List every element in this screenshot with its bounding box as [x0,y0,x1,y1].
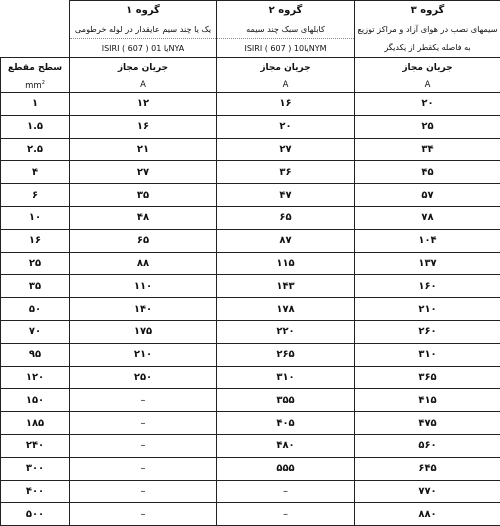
group-3-value: ۷۸ [355,206,500,229]
group-3-value: ۲۶۰ [355,320,500,343]
table-row [1,457,500,480]
table-row [1,298,500,321]
group-2-value: ۲۶۵ [217,343,355,366]
group-1-value: ۲۵۰ [70,366,217,389]
group-3-value: ۷۷۰ [355,480,500,503]
group-2-value: ۳۶ [217,161,355,184]
group-desc-row [1,20,500,39]
size-cell: ۶ [1,184,70,207]
group-2-desc: کابلهای سبک چند سیمه [217,20,355,39]
group-1-title: گروه ۱ [70,1,217,21]
size-cell: ۹۵ [1,343,70,366]
group-1-value: – [70,412,217,435]
group-1-value: ۲۷ [70,161,217,184]
group-2-value: ۱۴۳ [217,275,355,298]
group-1-desc: یک یا چند سیم عایقدار در لوله خرطومی [70,20,217,39]
size-cell: ۳۰۰ [1,457,70,480]
group-1-value: ۲۱۰ [70,343,217,366]
group-1-value: – [70,503,217,526]
size-cell: ۱۶ [1,229,70,252]
group-1-value: ۱۶ [70,115,217,138]
group-2-value: ۱۱۵ [217,252,355,275]
group-3-value: ۴۱۵ [355,389,500,412]
group-3-value: ۲۱۰ [355,298,500,321]
table-row [1,275,500,298]
group-1-value: ۱۱۰ [70,275,217,298]
group-1-value: – [70,389,217,412]
group-2-value: ۴۸۰ [217,434,355,457]
group-2-value: ۱۶ [217,93,355,116]
group-3-value: ۱۳۷ [355,252,500,275]
size-cell: ۱ [1,93,70,116]
group-2-value: ۴۷ [217,184,355,207]
group-3-value: ۴۵ [355,161,500,184]
size-cell: ۱۸۵ [1,412,70,435]
group-1-value: ۱۲ [70,93,217,116]
group-2-title: گروه ۲ [217,1,355,21]
group-3-value: ۲۰ [355,93,500,116]
size-cell: ۴ [1,161,70,184]
table-row [1,366,500,389]
table-row [1,115,500,138]
size-cell: ۱۵۰ [1,389,70,412]
cross-section-unit: $mm^2$ [1,78,70,93]
size-cell: ۷۰ [1,320,70,343]
group-1-value: ۱۷۵ [70,320,217,343]
group-1-value: – [70,457,217,480]
group-2-std: ISIRI ( 607 ) 10یاNYM [217,39,355,58]
group-1-value: – [70,480,217,503]
size-cell: ۵۰ [1,298,70,321]
group-3-value: ۶۴۵ [355,457,500,480]
size-cell: ۱۰ [1,206,70,229]
group-2-value: – [217,503,355,526]
group-3-value: ۵۷ [355,184,500,207]
table-row [1,343,500,366]
cross-section-label: سطح مقطع [1,58,70,79]
table-row [1,434,500,457]
group-1-value: – [70,434,217,457]
group-1-value: ۲۱ [70,138,217,161]
group-3-current-label: جریان مجاز [355,58,500,79]
table-row [1,93,500,116]
group-3-value: ۱۶۰ [355,275,500,298]
group-1-value: ۱۴۰ [70,298,217,321]
group-2-current-label: جریان مجاز [217,58,355,79]
column-header-row [1,58,500,79]
group-2-value: ۳۵۵ [217,389,355,412]
size-cell: ۲.۵ [1,138,70,161]
group-3-title: گروه ۳ [355,1,500,21]
group-3-unit: A [355,78,500,93]
table-row [1,389,500,412]
table-row [1,412,500,435]
table-row [1,503,500,526]
group-3-desc2: به فاصله یکقطر از یکدیگر [355,39,500,58]
group-3-value: ۱۰۴ [355,229,500,252]
size-cell: ۱.۵ [1,115,70,138]
table-row [1,252,500,275]
group-2-unit: A [217,78,355,93]
size-cell: ۳۵ [1,275,70,298]
table-row [1,138,500,161]
table-row [1,480,500,503]
group-3-value: ۴۷۵ [355,412,500,435]
group-2-value: ۶۵ [217,206,355,229]
group-1-std: ISIRI ( 607 ) 01 یاNYA [70,39,217,58]
group-1-value: ۸۸ [70,252,217,275]
table-row [1,206,500,229]
group-2-value: ۲۷ [217,138,355,161]
group-1-value: ۳۵ [70,184,217,207]
size-cell: ۱۲۰ [1,366,70,389]
table-row [1,229,500,252]
group-2-value: ۲۲۰ [217,320,355,343]
size-cell: ۲۴۰ [1,434,70,457]
group-3-value: ۳۶۵ [355,366,500,389]
group-2-value: ۴۰۵ [217,412,355,435]
group-1-value: ۴۸ [70,206,217,229]
group-1-value: ۶۵ [70,229,217,252]
size-cell: ۴۰۰ [1,480,70,503]
group-3-value: ۵۶۰ [355,434,500,457]
group-1-current-label: جریان مجاز [70,58,217,79]
group-2-value: ۵۵۵ [217,457,355,480]
group-3-value: ۲۵ [355,115,500,138]
group-title-row [1,1,500,21]
group-3-value: ۳۱۰ [355,343,500,366]
group-2-value: ۳۱۰ [217,366,355,389]
table-row [1,184,500,207]
size-cell: ۲۵ [1,252,70,275]
group-1-unit: A [70,78,217,93]
group-3-value: ۳۴ [355,138,500,161]
group-std-row [1,39,500,58]
group-3-value: ۸۸۰ [355,503,500,526]
group-2-value: ۸۷ [217,229,355,252]
table-row [1,161,500,184]
group-2-value: – [217,480,355,503]
size-cell: ۵۰۰ [1,503,70,526]
unit-row [1,78,500,93]
group-3-desc: سیمهای نصب در هوای آزاد و مراکز توزیع [355,20,500,39]
table-row [1,320,500,343]
group-2-value: ۲۰ [217,115,355,138]
group-2-value: ۱۷۸ [217,298,355,321]
